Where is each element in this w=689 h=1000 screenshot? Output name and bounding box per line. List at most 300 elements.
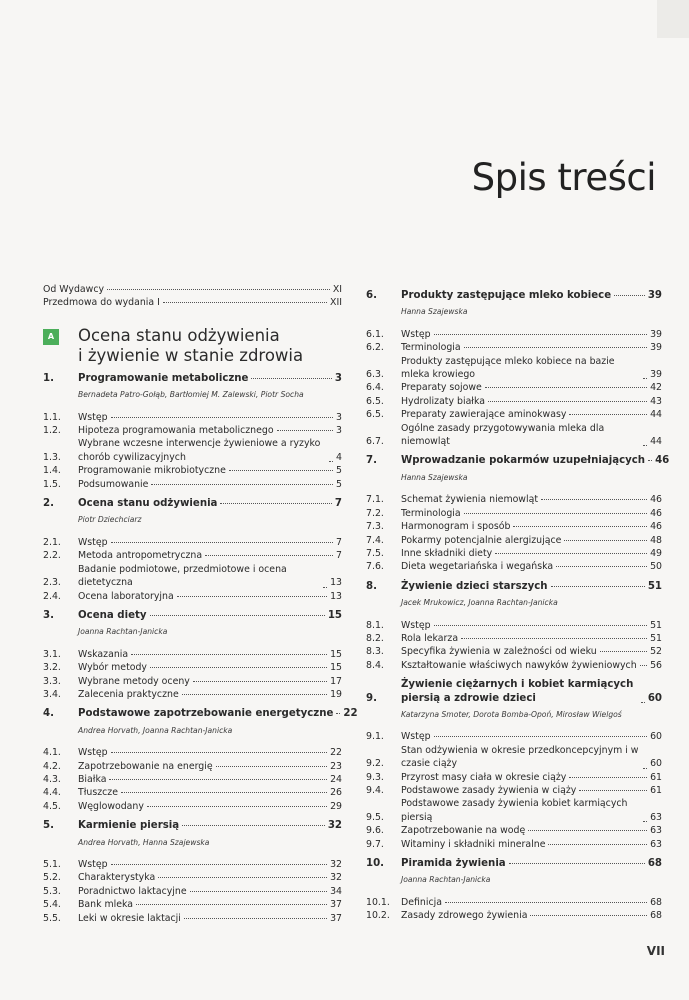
entry-number: 6.1.: [366, 328, 384, 340]
entry-page: 61: [650, 771, 662, 783]
toc-left-column: [43, 283, 358, 925]
entry-number: 5.: [43, 820, 54, 832]
entry-label: Specyfika żywienia w zależności od wieku: [401, 646, 597, 658]
front-matter: [43, 283, 342, 310]
dot-leader: [323, 587, 327, 588]
entry-label: Hipoteza programowania metabolicznego: [78, 425, 274, 437]
chapter-authors: Hanna Szajewska: [401, 307, 468, 317]
dot-leader: [182, 694, 327, 695]
section-entry[interactable]: [366, 659, 662, 672]
dot-leader: [277, 430, 333, 431]
dot-leader: [251, 378, 331, 379]
section-entry[interactable]: [366, 730, 662, 743]
dot-leader: [600, 651, 647, 652]
dot-leader: [464, 347, 647, 348]
section-entry[interactable]: [43, 912, 342, 925]
dot-leader: [111, 542, 333, 543]
entry-page: 63: [650, 811, 662, 823]
dot-leader: [111, 864, 328, 865]
entry-number: 4.4.: [43, 787, 61, 799]
chapter-heading[interactable]: [43, 707, 358, 720]
entry-label: Witaminy i składniki mineralne: [401, 838, 546, 850]
entry-label: Zapotrzebowanie na wodę: [401, 825, 526, 837]
entry-label: Preparaty zawierające aminokwasy: [401, 409, 567, 421]
chapter-authors: Katarzyna Smoter, Dorota Bomba-Opoń, Mirosław Wielgoś: [401, 709, 622, 719]
entry-number: 10.: [366, 858, 385, 870]
section-entry[interactable]: [366, 909, 662, 922]
entry-number: 7.: [366, 455, 377, 467]
entry-number: 9.5.: [366, 811, 384, 823]
dot-leader: [184, 918, 327, 919]
entry-label: Wstęp: [401, 328, 431, 340]
dot-leader: [564, 540, 647, 541]
chapter-heading[interactable]: [366, 454, 670, 467]
entry-number: 9.6.: [366, 825, 384, 837]
dot-leader: [569, 777, 647, 778]
section-entry[interactable]: [366, 619, 662, 632]
entry-label: Białka: [78, 773, 107, 785]
part-title-line1: Ocena stanu odżywienia: [78, 325, 280, 345]
entry-number: 6.3.: [366, 369, 384, 381]
entry-number: 2.2.: [43, 550, 61, 562]
entry-number: 8.2.: [366, 632, 384, 644]
dot-leader: [640, 665, 647, 666]
entry-label: Karmienie piersią: [78, 820, 180, 832]
part-heading: [43, 326, 342, 366]
section-entry[interactable]: [366, 408, 662, 421]
dot-leader: [513, 526, 647, 527]
entry-label: Produkty zastępujące mleko kobiece: [401, 290, 612, 301]
entry-label: Leki w okresie laktacji: [78, 912, 181, 924]
entry-label: Zalecenia praktyczne: [78, 688, 179, 700]
chapter-authors: Bernadeta Patro-Gołąb, Bartłomiej M. Zalewski, Piotr Socha: [78, 390, 304, 400]
entry-number: 7.6.: [366, 561, 384, 573]
chapter-heading[interactable]: [43, 609, 342, 622]
entry-label: Od Wydawcy: [43, 284, 105, 295]
entry-label: Charakterystyka: [78, 872, 156, 884]
chapter-heading[interactable]: [366, 580, 662, 593]
chapter-authors: Jacek Mrukowicz, Joanna Rachtan-Janicka: [401, 598, 558, 608]
dot-leader: [461, 638, 647, 639]
dot-leader: [643, 768, 647, 769]
entry-number: 9.1.: [366, 731, 384, 743]
entry-label: Wstęp: [401, 731, 431, 743]
entry-number: 9.7.: [366, 838, 384, 850]
entry-number: 7.1.: [366, 494, 384, 506]
entry-number: 3.: [43, 609, 54, 621]
entry-number: 5.2.: [43, 872, 61, 884]
entry-page: 44: [650, 436, 662, 448]
section-entry[interactable]: [366, 838, 662, 851]
section-entry[interactable]: [43, 800, 342, 813]
chapter-heading[interactable]: [43, 372, 342, 385]
entry-label: Ogólne zasady przygotowywania mleka dla niemowląt: [401, 422, 605, 448]
entry-page: 3: [336, 425, 342, 437]
dot-leader: [336, 713, 340, 714]
entry-number: 1.4.: [43, 465, 61, 477]
entry-label: Podstawowe zasady żywienia w ciąży: [401, 785, 577, 796]
entry-number: 6.: [366, 290, 377, 301]
chapter-authors: Andrea Horvath, Hanna Szajewska: [78, 837, 210, 847]
section-entry[interactable]: [366, 824, 662, 837]
entry-label: Żywienie dzieci starszych: [401, 580, 548, 592]
entry-label: Badanie podmiotowe, przedmiotowe i ocena dietetyczna: [78, 563, 287, 589]
entry-page: 51: [647, 580, 662, 592]
entry-page: 39: [650, 328, 662, 340]
dot-leader: [136, 904, 327, 905]
entry-number: 2.4.: [43, 590, 61, 602]
entry-number: 1.1.: [43, 411, 61, 423]
dot-leader: [111, 752, 328, 753]
entry-number: 1.5.: [43, 478, 61, 490]
entry-label: Schemat żywienia niemowląt: [401, 494, 539, 506]
entry-label: Wskazania: [78, 648, 129, 660]
entry-label: Wstęp: [78, 747, 108, 759]
entry-page: 26: [330, 787, 342, 799]
entry-label: Wprowadzanie pokarmów uzupełniających: [401, 455, 646, 467]
dot-leader: [541, 499, 647, 500]
entry-label: Terminologia: [401, 342, 461, 354]
entry-label: Zasady zdrowego żywienia: [401, 910, 528, 922]
entry-page: 15: [330, 648, 342, 660]
entry-number: 6.4.: [366, 382, 384, 394]
entry-page: 22: [343, 708, 358, 720]
dot-leader: [329, 461, 333, 462]
section-entry[interactable]: [366, 645, 662, 658]
entry-number: 5.3.: [43, 885, 61, 897]
chapter-heading[interactable]: [366, 857, 662, 870]
section-entry[interactable]: [366, 381, 662, 394]
entry-label: Przedmowa do wydania I: [43, 297, 160, 309]
section-entry[interactable]: [43, 661, 342, 674]
section-entry[interactable]: [366, 422, 662, 449]
page-title: Spis treści: [471, 155, 656, 199]
entry-number: 10.2.: [366, 910, 390, 922]
entry-page: 17: [330, 675, 342, 687]
section-entry[interactable]: [43, 424, 342, 437]
section-entry[interactable]: [43, 773, 342, 786]
entry-page: 63: [650, 838, 662, 850]
part-badge: A: [43, 329, 59, 345]
entry-number: 9.2.: [366, 758, 384, 770]
dot-leader: [151, 484, 333, 485]
entry-page: 56: [650, 659, 662, 671]
entry-number: 2.3.: [43, 577, 61, 589]
entry-page: 48: [650, 534, 662, 546]
entry-label: Rola lekarza: [401, 632, 459, 644]
entry-number: 3.4.: [43, 688, 61, 700]
chapter-authors: Joanna Rachtan-Janicka: [78, 627, 168, 637]
entry-label: Podsumowanie: [78, 478, 149, 490]
section-entry[interactable]: [43, 675, 342, 688]
dot-leader: [485, 387, 647, 388]
entry-label: Wstęp: [78, 859, 108, 870]
entry-number: 1.: [43, 372, 54, 384]
entry-label: Pokarmy potencjalnie alergizujące: [401, 534, 562, 546]
dot-leader: [190, 891, 327, 892]
entry-number: 9.4.: [366, 785, 384, 796]
entry-label: Wybór metody: [78, 662, 147, 674]
entry-label: Dieta wegetariańska i wegańska: [401, 561, 554, 573]
entry-page: 60: [647, 692, 662, 704]
section-entry[interactable]: [43, 590, 342, 603]
entry-page: 39: [647, 290, 662, 301]
entry-page: 32: [327, 820, 342, 832]
entry-number: 4.: [43, 708, 54, 720]
dot-leader: [464, 513, 647, 514]
dot-leader: [509, 863, 645, 864]
dot-leader: [147, 806, 327, 807]
dot-leader: [488, 401, 647, 402]
dot-leader: [641, 702, 645, 703]
section-entry[interactable]: [43, 885, 342, 898]
section-entry[interactable]: [43, 898, 342, 911]
dot-leader: [229, 470, 333, 471]
section-entry[interactable]: [43, 786, 342, 799]
part-title-line2: i żywienie w stanie zdrowia: [78, 345, 304, 365]
dot-leader: [131, 654, 327, 655]
entry-number: 6.5.: [366, 395, 384, 407]
dot-leader: [107, 289, 330, 290]
entry-number: 3.3.: [43, 675, 61, 687]
chapter-heading[interactable]: [43, 497, 342, 510]
dot-leader: [111, 417, 333, 418]
entry-label: Wybrane metody oceny: [78, 675, 190, 687]
front-matter-entry[interactable]: [43, 283, 342, 296]
entry-label: Ocena laboratoryjna: [78, 590, 174, 602]
dot-leader: [551, 586, 645, 587]
entry-page: 37: [330, 912, 342, 924]
section-entry[interactable]: [43, 688, 342, 701]
entry-page: 60: [650, 758, 662, 770]
section-entry[interactable]: [366, 784, 662, 797]
section-entry[interactable]: [366, 534, 662, 547]
entry-number: 4.1.: [43, 747, 61, 759]
chapter-heading[interactable]: [366, 289, 662, 302]
section-entry[interactable]: [366, 896, 662, 909]
entry-number: 1.2.: [43, 425, 61, 437]
entry-page: 43: [650, 395, 662, 407]
section-entry[interactable]: [366, 328, 662, 341]
entry-number: 3.2.: [43, 662, 61, 674]
dot-leader: [643, 378, 647, 379]
section-entry[interactable]: [43, 871, 342, 884]
entry-number: 5.5.: [43, 912, 61, 924]
entry-page: 51: [650, 619, 662, 631]
section-entry[interactable]: [43, 760, 342, 773]
entry-label: Ocena diety: [78, 609, 147, 621]
section-entry[interactable]: [366, 493, 662, 506]
entry-label: Bank mleka: [78, 899, 134, 911]
section-entry[interactable]: [366, 547, 662, 560]
dot-leader: [434, 334, 648, 335]
entry-number: 8.4.: [366, 659, 384, 671]
entry-page: XI: [332, 284, 342, 295]
dot-leader: [193, 681, 327, 682]
section-entry[interactable]: [366, 797, 662, 824]
dot-leader: [445, 902, 647, 903]
section-entry[interactable]: [43, 858, 342, 871]
entry-number: 4.2.: [43, 760, 61, 772]
entry-page: 24: [330, 773, 342, 785]
dot-leader: [205, 555, 333, 556]
chapter-authors: Piotr Dziechciarz: [78, 515, 142, 525]
dot-leader: [150, 667, 327, 668]
entry-number: 7.2.: [366, 507, 384, 519]
dot-leader: [109, 779, 327, 780]
entry-page: 13: [330, 590, 342, 602]
entry-page: 32: [330, 859, 342, 870]
section-entry[interactable]: [43, 464, 342, 477]
entry-page: 46: [650, 494, 662, 506]
dot-leader: [434, 736, 648, 737]
entry-number: 6.5.: [366, 409, 384, 421]
dot-leader: [528, 830, 647, 831]
entry-number: 7.4.: [366, 534, 384, 546]
entry-page: 7: [336, 536, 342, 548]
entry-page: 46: [655, 455, 670, 467]
dot-leader: [121, 792, 327, 793]
entry-label: Podstawowe zasady żywienia kobiet karmiących piersią: [401, 798, 628, 823]
entry-page: 7: [336, 550, 342, 562]
section-entry[interactable]: [366, 341, 662, 354]
entry-label: Podstawowe zapotrzebowanie energetyczne: [78, 708, 334, 720]
entry-page: 60: [650, 731, 662, 743]
dot-leader: [150, 615, 325, 616]
entry-page: 51: [650, 632, 662, 644]
entry-page: 61: [650, 785, 662, 796]
entry-label: Programowanie mikrobiotyczne: [78, 465, 226, 477]
entry-number: 8.1.: [366, 619, 384, 631]
entry-label: Hydrolizaty białka: [401, 395, 485, 407]
entry-label: Wstęp: [78, 411, 108, 423]
entry-page: 3: [336, 411, 342, 423]
chapter-authors: Joanna Rachtan-Janicka: [401, 875, 491, 885]
toc-right-column: [366, 283, 670, 923]
section-entry[interactable]: [366, 395, 662, 408]
entry-label: Ocena stanu odżywienia: [78, 498, 218, 510]
section-entry[interactable]: [43, 536, 342, 549]
entry-number: 7.3.: [366, 521, 384, 533]
right-chapters: [366, 289, 670, 923]
entry-number: 2.: [43, 498, 54, 510]
chapter-authors: Andrea Horvath, Joanna Rachtan-Janicka: [78, 725, 233, 735]
section-entry[interactable]: [43, 478, 342, 491]
section-entry[interactable]: [43, 746, 342, 759]
front-matter-entry[interactable]: [43, 296, 342, 309]
entry-page: 39: [650, 369, 662, 381]
entry-page: 3: [334, 372, 342, 384]
entry-label: Żywienie ciężarnych i kobiet karmiących piersią a zdrowie dzieci: [401, 679, 634, 704]
chapter-heading[interactable]: [366, 678, 662, 705]
entry-label: Przyrost masy ciała w okresie ciąży: [401, 771, 567, 783]
entry-number: 5.4.: [43, 899, 61, 911]
section-entry[interactable]: [43, 563, 342, 590]
dot-leader: [614, 295, 645, 296]
entry-label: Piramida żywienia: [401, 858, 506, 870]
entry-page: 46: [650, 521, 662, 533]
entry-page: 34: [330, 885, 342, 897]
section-entry[interactable]: [366, 355, 662, 382]
dot-leader: [643, 821, 647, 822]
dot-leader: [579, 790, 647, 791]
dot-leader: [220, 503, 331, 504]
entry-page: 4: [336, 451, 342, 463]
section-entry[interactable]: [366, 507, 662, 520]
dot-leader: [648, 460, 652, 461]
entry-page: 68: [647, 858, 662, 870]
entry-label: Zapotrzebowanie na energię: [78, 760, 213, 772]
dot-leader: [556, 566, 647, 567]
dot-leader: [177, 596, 327, 597]
dot-leader: [182, 825, 325, 826]
entry-number: 8.3.: [366, 646, 384, 658]
entry-page: 22: [330, 747, 342, 759]
entry-page: 19: [330, 688, 342, 700]
dot-leader: [163, 302, 327, 303]
entry-page: XII: [330, 297, 342, 309]
section-entry[interactable]: [43, 549, 342, 562]
section-entry[interactable]: [366, 632, 662, 645]
entry-label: Tłuszcze: [78, 787, 118, 799]
entry-page: 52: [650, 646, 662, 658]
entry-number: 4.5.: [43, 800, 61, 812]
section-entry[interactable]: [366, 520, 662, 533]
section-entry[interactable]: [43, 648, 342, 661]
entry-number: 10.1.: [366, 896, 390, 908]
entry-label: Inne składniki diety: [401, 547, 493, 559]
entry-label: Wstęp: [401, 619, 431, 631]
entry-page: 44: [650, 409, 662, 421]
section-entry[interactable]: [43, 411, 342, 424]
entry-number: 7.5.: [366, 547, 384, 559]
entry-page: 46: [650, 507, 662, 519]
entry-label: Kształtowanie właściwych nawyków żywieniowych: [401, 659, 637, 671]
entry-number: 6.2.: [366, 342, 384, 354]
entry-number: 9.3.: [366, 771, 384, 783]
entry-label: Programowanie metaboliczne: [78, 372, 249, 384]
entry-page: 5: [336, 478, 342, 490]
entry-page: 13: [330, 577, 342, 589]
section-entry[interactable]: [366, 560, 662, 573]
dot-leader: [495, 553, 647, 554]
entry-number: 8.: [366, 580, 377, 592]
entry-label: Preparaty sojowe: [401, 382, 482, 394]
dot-leader: [643, 445, 647, 446]
page-corner-shadow: [657, 0, 689, 38]
entry-number: 2.1.: [43, 536, 61, 548]
entry-page: 32: [330, 872, 342, 884]
entry-page: 37: [330, 899, 342, 911]
entry-page: 49: [650, 547, 662, 559]
entry-label: Stan odżywienia w okresie przedkoncepcyjnym i w czasie ciąży: [401, 744, 639, 770]
section-entry[interactable]: [366, 744, 662, 771]
entry-number: 6.7.: [366, 436, 384, 448]
dot-leader: [569, 414, 647, 415]
entry-page: 7: [334, 498, 342, 510]
dot-leader: [216, 766, 327, 767]
entry-label: Wstęp: [78, 536, 108, 548]
entry-page: 42: [650, 382, 662, 394]
section-entry[interactable]: [366, 771, 662, 784]
section-entry[interactable]: [43, 437, 342, 464]
entry-label: Metoda antropometryczna: [78, 550, 203, 562]
chapter-heading[interactable]: [43, 819, 342, 832]
left-chapters: [43, 372, 358, 925]
dot-leader: [158, 877, 327, 878]
entry-number: 4.3.: [43, 773, 61, 785]
entry-number: 1.3.: [43, 451, 61, 463]
